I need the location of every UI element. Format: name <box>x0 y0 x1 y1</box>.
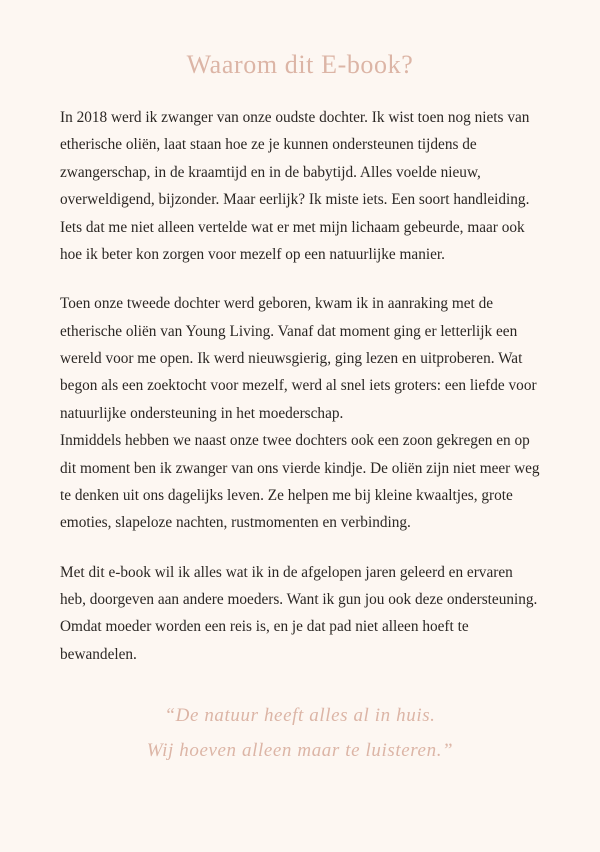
paragraph-2: Toen onze tweede dochter werd geboren, kwam ik in aanraking met de etherische oliën van Young Living. Vanaf dat moment ging er letterlijk een wereld voor me open. Ik werd nieuwsgierig, ging lezen en uitproberen. Wat begon als een zoektocht voor mezelf, werd al snel iets groters: een liefde voor natuurlijke ondersteuning in het moederschap. <box>60 295 537 422</box>
paragraph-3: Inmiddels hebben we naast onze twee dochters ook een zoon gekregen en op dit moment ben ik zwanger van ons vierde kindje. De oliën zijn niet meer weg te denken uit ons dagelijks leven. Ze helpen me bij kleine kwaaltjes, grote emoties, slapeloze nachten, rustmomenten en verbinding. <box>60 432 540 532</box>
quote-line-1: “De natuur heeft alles al in huis. <box>164 705 436 727</box>
page-title: Waarom dit E-book? <box>186 50 414 79</box>
quote-line-2: Wij hoeven alleen maar te luisteren.” <box>146 740 454 762</box>
paragraph-1: In 2018 werd ik zwanger van onze oudste dochter. Ik wist toen nog niets van etherische oliën, laat staan hoe ze je kunnen ondersteunen tijdens de zwangerschap, in de kraamtijd en in de babytijd. Alles voelde nieuw, overweldigend, bijzonder. Maar eerlijk? Ik miste iets. Een soort handleiding. Iets dat me niet alleen vertelde wat er met mijn lichaam gebeurde, maar ook hoe ik beter kon zorgen voor mezelf op een natuurlijke manier. <box>60 109 530 263</box>
body-content <box>60 104 540 668</box>
paragraph-4: Met dit e-book wil ik alles wat ik in de afgelopen jaren geleerd en ervaren heb, doorgeven aan andere moeders. Want ik gun jou ook deze ondersteuning. Omdat moeder worden een reis is, en je dat pad niet alleen hoeft te bewandelen. <box>60 563 538 663</box>
pull-quote <box>60 698 540 768</box>
